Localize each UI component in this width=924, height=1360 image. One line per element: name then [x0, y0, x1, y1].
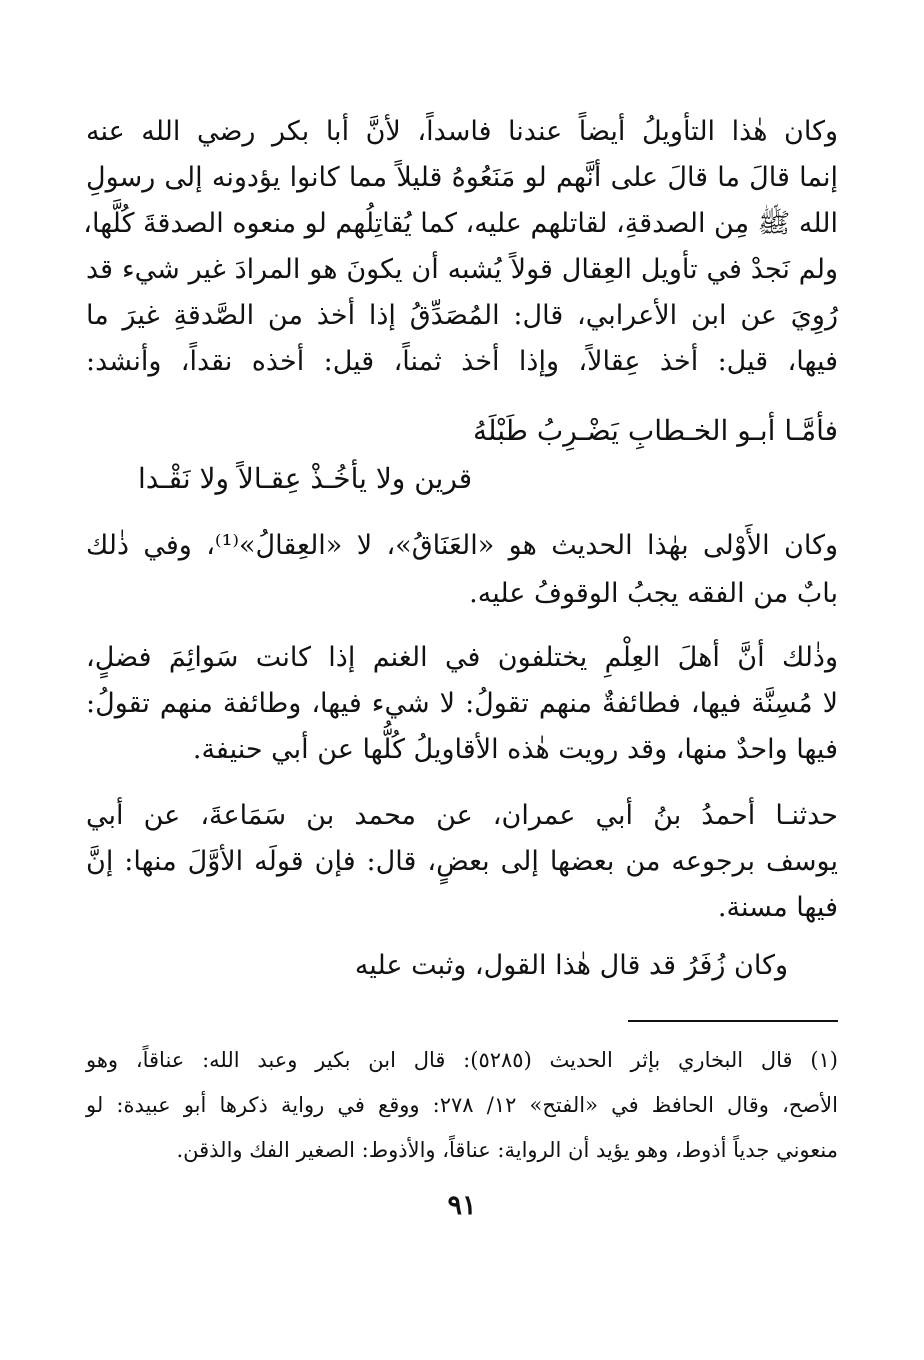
- body-line: فيها، قيل: أخذ عِقالاً، وإذا أخذ ثمناً، قيل: أخذه نقداً، وأنشد:: [86, 346, 838, 377]
- body-line: وكان هٰذا التأويلُ أيضاً عندنا فاسداً، لأنَّ أبا بكر رضي الله عنه: [86, 116, 838, 147]
- footnote-line: الأصح، وقال الحافظ في «الفتح» ١٢/ ٢٧٨: ووقع في رواية ذكرها أبو عبيدة: لو: [86, 1093, 838, 1117]
- body-line: رُوِيَ عن ابن الأعرابي، قال: المُصَدِّقُ إذا أخذ من الصَّدقةِ غيرَ ما: [86, 300, 838, 331]
- footnote-line: (١) قال البخاري بإثر الحديث (٥٢٨٥): قال ابن بكير وعبد الله: عناقاً، وهو: [86, 1048, 838, 1072]
- body-line: فيها واحدٌ منها، وقد رويت هٰذه الأقاويلُ كُلُّها عن أبي حنيفة.: [192, 734, 838, 765]
- verse-hemistich-1: فأمَّـا أبـو الخـطابِ يَضْـرِبُ طَبْلَهُ: [472, 414, 838, 447]
- footnote-separator: [628, 1020, 838, 1022]
- body-line: وكان زُفَرُ قد قال هٰذا القول، وثبت عليه: [354, 950, 788, 981]
- footnote-line: منعوني جدياً أذوط، وهو يؤيد أن الرواية: عناقاً، والأذوط: الصغير الفك والذقن.: [176, 1138, 838, 1162]
- body-line: وذٰلك أنَّ أهلَ العِلْمِ يختلفون في الغنم إذا كانت سَوائِمَ فضلٍ،: [86, 642, 838, 673]
- body-line: وكان الأَوْلى بهٰذا الحديث هو «العَنَاقُ»، لا «العِقالُ»⁽¹⁾، وفي ذٰلك: [86, 530, 838, 561]
- body-line: بابٌ من الفقه يجبُ الوقوفُ عليه.: [469, 578, 838, 609]
- page-number: ٩١: [447, 1190, 477, 1221]
- body-line: يوسف برجوعه من بعضها إلى بعضٍ، قال: فإن قولَه الأوَّلَ منها: إنَّ: [86, 846, 838, 877]
- body-line: إنما قالَ ما قالَ على أنَّهم لو مَنَعُوهُ قليلاً مما كانوا يؤدونه إلى رسولِ: [86, 162, 838, 193]
- body-line: فيها مسنة.: [717, 892, 838, 923]
- body-line: ولم نَجدْ في تأويل العِقال قولاً يُشبه أن يكونَ هو المرادَ غير شيء قد: [86, 254, 838, 285]
- body-line: الله ﷺ مِن الصدقةِ، لقاتلهم عليه، كما يُقاتِلُهم لو منعوه الصدقةَ كُلَّها،: [83, 208, 838, 239]
- body-line: لا مُسِنَّة فيها، فطائفةٌ منهم تقولُ: لا شيء فيها، وطائفة منهم تقولُ:: [86, 688, 838, 719]
- body-line: حدثنـا أحمدُ بنُ أبي عمران، عن محمد بن سَمَاعةَ، عن أبي: [86, 800, 838, 831]
- verse-hemistich-2: قرين ولا يأخُـذْ عِقـالاً ولا نَقْـدا: [138, 462, 473, 495]
